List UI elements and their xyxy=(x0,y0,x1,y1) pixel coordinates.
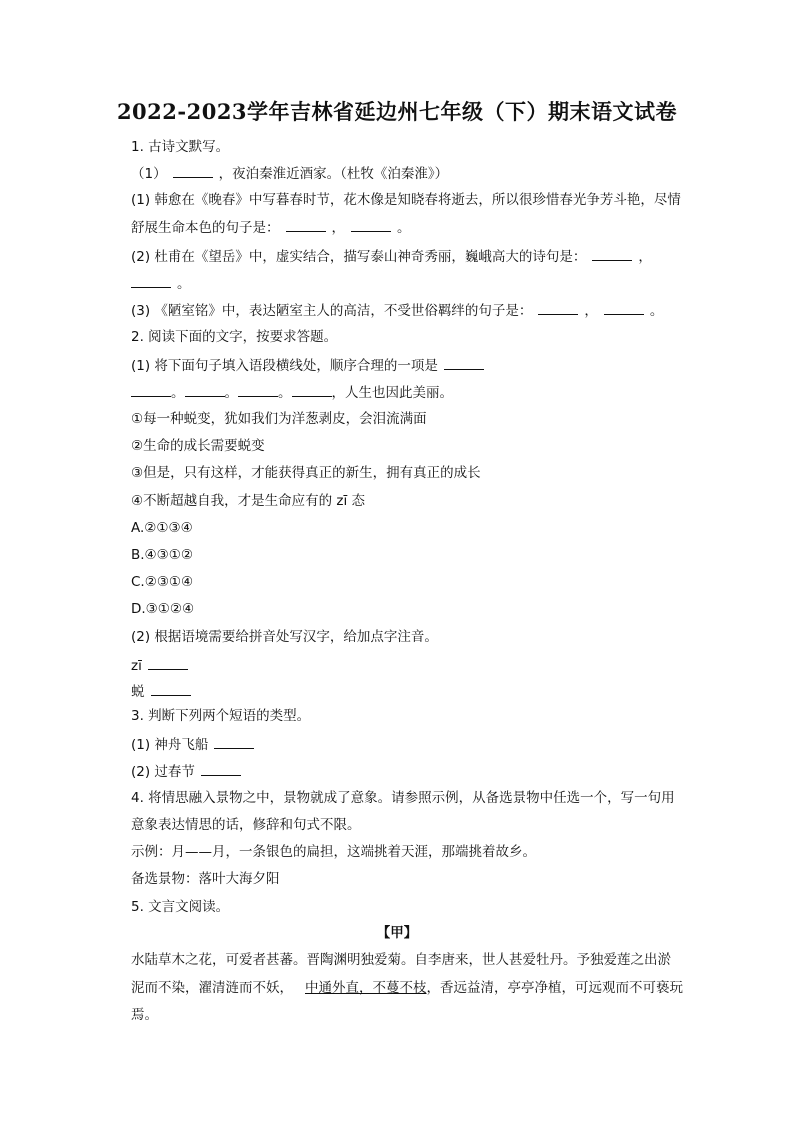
q1-sub1-tail: ，夜泊秦淮近酒家。（杜牧《泊秦淮》） xyxy=(218,166,449,182)
q2-sub1 xyxy=(131,355,484,376)
q1-sub3-line1 xyxy=(131,246,652,267)
period: 。 xyxy=(171,385,185,401)
q5-heading: 5. 文言文阅读。 xyxy=(131,899,230,915)
passage-line-1: 水陆草木之花，可爱者甚蕃。晋陶渊明独爱菊。自李唐来，世人甚爱牡丹。予独爱莲之出淤 xyxy=(131,952,671,968)
comma: ， xyxy=(584,303,598,319)
answer-blank[interactable] xyxy=(538,300,578,315)
q2-heading: 2. 阅读下面的文字，按要求答题。 xyxy=(131,329,338,345)
answer-blank[interactable] xyxy=(238,382,278,397)
comma: ， xyxy=(638,249,652,265)
q2-tui-line xyxy=(131,681,191,702)
answer-blank[interactable] xyxy=(444,355,484,370)
answer-blank[interactable] xyxy=(351,217,391,232)
passage-jia-label: 【甲】 xyxy=(376,925,418,941)
q2-zi-line xyxy=(131,655,188,676)
q2-sentence-1: ①每一种蜕变，犹如我们为洋葱剥皮，会泪流满面 xyxy=(131,411,427,427)
q2-sentence-2: ②生命的成长需要蜕变 xyxy=(131,438,265,454)
q1-sub1-num: （1） xyxy=(131,166,167,182)
q1-sub3-line2 xyxy=(131,273,191,294)
period: 。 xyxy=(649,303,664,319)
passage-text: ，香远益清，亭亭净植，可远观而不可亵玩 xyxy=(426,980,683,996)
q1-sub4 xyxy=(131,300,663,321)
q2-sub1-text: (1) 将下面句子填入语段横线处，顺序合理的一项是 xyxy=(131,358,438,374)
answer-blank[interactable] xyxy=(151,681,191,696)
q1-sub3-text: (2) 杜甫在《望岳》中，虚实结合，描写泰山神奇秀丽，巍峨高大的诗句是： xyxy=(131,249,587,265)
answer-blank[interactable] xyxy=(604,300,644,315)
q2-sub1-tail: ，人生也因此美丽。 xyxy=(331,385,453,401)
comma: ， xyxy=(331,220,345,236)
answer-blank[interactable] xyxy=(592,246,632,261)
underlined-phrase: 中通外直，不蔓不枝 xyxy=(305,980,427,996)
q1-sub2-text: 舒展生命本色的句子是： xyxy=(131,220,280,236)
passage-line-3: 焉。 xyxy=(131,1007,158,1023)
period: 。 xyxy=(278,385,292,401)
phrase-2: (2) 过春节 xyxy=(131,764,195,780)
page-title: 2022-2023学年吉林省延边州七年级（下）期末语文试卷 xyxy=(116,99,678,124)
answer-blank[interactable] xyxy=(292,382,332,397)
q4-heading-1: 4. 将情思融入景物之中，景物就成了意象。请参照示例，从备选景物中任选一个，写一句用 xyxy=(131,790,675,806)
answer-blank[interactable] xyxy=(286,217,326,232)
q4-heading-2: 意象表达情思的话，修辞和句式不限。 xyxy=(131,817,361,833)
q2-sub1-blanks xyxy=(131,382,453,403)
passage-text: 泥而不染，濯清涟而不妖， xyxy=(131,980,293,996)
q2-option-d[interactable]: D.③①②④ xyxy=(131,601,195,617)
period: 。 xyxy=(177,276,191,292)
answer-blank[interactable] xyxy=(131,382,171,397)
q2-sub2: (2) 根据语境需要给拼音处写汉字，给加点字注音。 xyxy=(131,629,438,645)
q3-phrase-1 xyxy=(131,734,254,755)
answer-blank[interactable] xyxy=(131,273,171,288)
pinyin-zi: zī xyxy=(131,658,142,674)
q1-sub2-line2 xyxy=(131,217,411,238)
q1-sub4-text: (3) 《陋室铭》中，表达陋室主人的高洁，不受世俗羁绊的句子是： xyxy=(131,303,533,319)
q2-sentence-4: ④不断超越自我，才是生命应有的 zī 态 xyxy=(131,493,366,509)
q1-sub1 xyxy=(131,163,448,184)
period: 。 xyxy=(224,385,238,401)
q4-example: 示例：月——月，一条银色的扁担，这端挑着天涯，那端挑着故乡。 xyxy=(131,844,536,860)
q1-heading: 1. 古诗文默写。 xyxy=(131,139,230,155)
q3-phrase-2 xyxy=(131,761,241,782)
answer-blank[interactable] xyxy=(173,163,213,178)
q2-option-b[interactable]: B.④③①② xyxy=(131,547,193,563)
answer-blank[interactable] xyxy=(214,734,254,749)
answer-blank[interactable] xyxy=(185,382,225,397)
phrase-1: (1) 神舟飞船 xyxy=(131,737,209,753)
q4-options: 备选景物：落叶大海夕阳 xyxy=(131,871,280,887)
passage-line-2 xyxy=(131,978,683,998)
q2-option-c[interactable]: C.②③①④ xyxy=(131,574,194,590)
char-tui: 蜕 xyxy=(131,684,145,700)
answer-blank[interactable] xyxy=(148,655,188,670)
answer-blank[interactable] xyxy=(201,761,241,776)
period: 。 xyxy=(397,220,411,236)
q1-sub2-line1: (1) 韩愈在《晚春》中写暮春时节，花木像是知晓春将逝去，所以很珍惜春光争芳斗艳，尽情 xyxy=(131,192,681,208)
q3-heading: 3. 判断下列两个短语的类型。 xyxy=(131,708,311,724)
q2-sentence-3: ③但是，只有这样，才能获得真正的新生，拥有真正的成长 xyxy=(131,465,481,481)
q2-option-a[interactable]: A.②①③④ xyxy=(131,520,193,536)
